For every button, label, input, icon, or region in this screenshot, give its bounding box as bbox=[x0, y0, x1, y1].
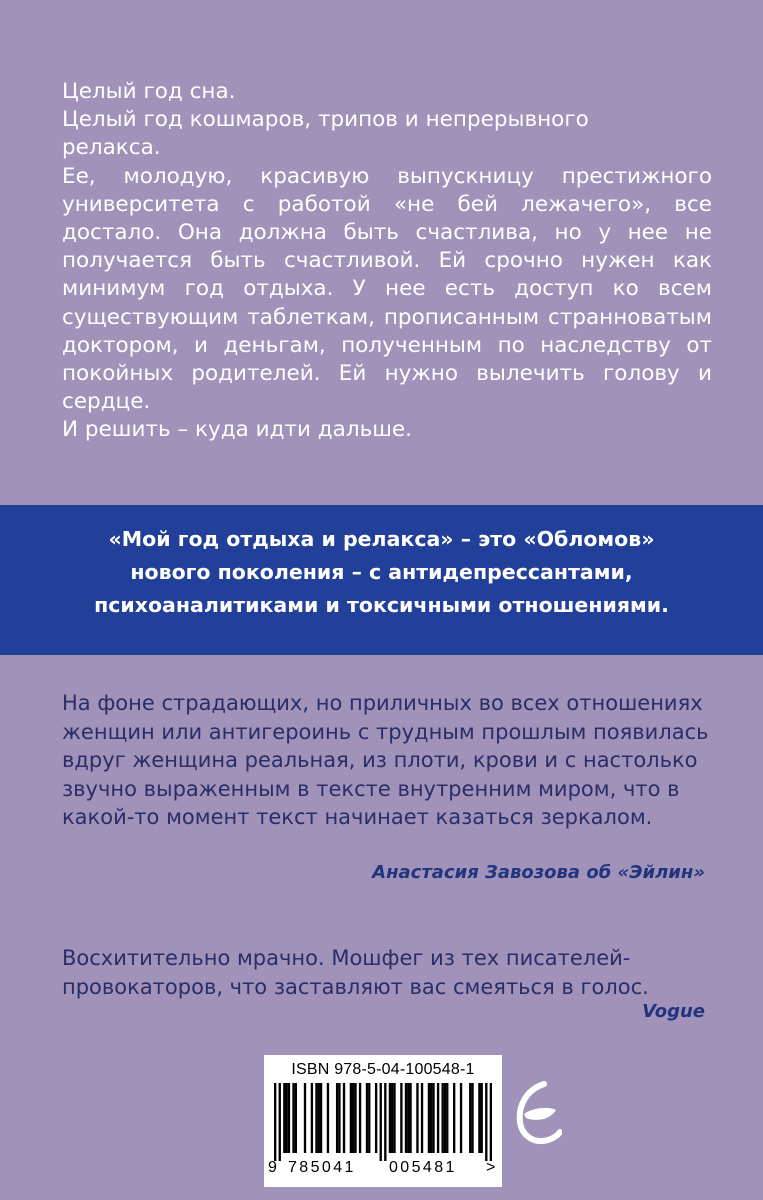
barcode-bar bbox=[478, 1083, 480, 1153]
barcode-bar bbox=[288, 1083, 290, 1153]
review-2-credit: Vogue bbox=[642, 1001, 705, 1022]
barcode-digit-first: 9 bbox=[268, 1159, 277, 1176]
barcode-bar bbox=[320, 1083, 322, 1153]
barcode-bar bbox=[389, 1083, 391, 1153]
barcode-bar bbox=[285, 1083, 287, 1153]
barcode-bar bbox=[350, 1083, 352, 1153]
barcode-bar bbox=[311, 1083, 313, 1153]
barcode-bar bbox=[274, 1083, 276, 1161]
blurb-line-1: Целый год сна. bbox=[62, 79, 236, 104]
review-quote-1 bbox=[62, 689, 712, 832]
barcode-bar bbox=[366, 1083, 368, 1153]
barcode-bar bbox=[354, 1083, 356, 1153]
tagline-line-3: психоаналитиками и токсичными отношениями. bbox=[94, 593, 669, 617]
barcode-bar bbox=[405, 1083, 407, 1153]
barcode-bar bbox=[375, 1083, 377, 1153]
barcode-bar bbox=[343, 1083, 345, 1153]
barcode-bar bbox=[442, 1083, 444, 1153]
blurb-text bbox=[62, 78, 712, 445]
barcode-bar bbox=[428, 1083, 430, 1153]
barcode-bar bbox=[318, 1083, 320, 1153]
barcode-bar bbox=[421, 1083, 423, 1153]
isbn-barcode bbox=[264, 1055, 502, 1187]
barcode-bar bbox=[481, 1083, 483, 1153]
blurb-paragraph: Ее, молодую, красивую выпускницу престижного университета с работой «не бей лежачего», все достало. Она должна быть счастлива, но у нее не получается быть счастливой. Ей срочно нужен как минимум год отдыха. У нее есть доступ ко всем существующим таблеткам, прописанным странноватым доктором, и деньгам, полученным по наследству от покойных родителей. Ей нужно вылечить голову и сердце. bbox=[62, 163, 712, 415]
barcode-bar bbox=[384, 1083, 386, 1161]
barcode-bar bbox=[460, 1083, 462, 1153]
barcode-bar bbox=[430, 1083, 432, 1153]
barcode-bar bbox=[391, 1083, 393, 1153]
tagline-line-2: нового поколения – с антидепрессантами, bbox=[130, 560, 633, 584]
eksmo-logo-icon bbox=[514, 1080, 562, 1146]
barcode-bar bbox=[490, 1083, 492, 1161]
barcode-bar bbox=[338, 1083, 340, 1153]
barcode-bar bbox=[336, 1083, 338, 1153]
barcode-bar bbox=[469, 1083, 471, 1153]
blurb-closing-line: И решить – куда идти дальше. bbox=[62, 417, 412, 443]
barcode-bar bbox=[393, 1083, 395, 1153]
barcode-bar bbox=[416, 1083, 418, 1153]
barcode-bar bbox=[453, 1083, 455, 1153]
barcode-bar bbox=[295, 1083, 297, 1153]
barcode-bar bbox=[380, 1083, 382, 1161]
barcode-bar bbox=[304, 1083, 306, 1153]
barcode-bar bbox=[409, 1083, 411, 1153]
barcode-bar bbox=[471, 1083, 473, 1153]
review-1-credit: Анастасия Завозова об «Эйлин» bbox=[372, 862, 705, 883]
review-1-text: На фоне страдающих, но приличных во всех отношениях женщин или антигероинь с трудным прошлым появилась вдруг женщина реальная, из плоти, крови и с настолько звучно выраженным в тексте внутренним миром, что в какой-то момент текст начинает казаться зеркалом. bbox=[62, 691, 709, 830]
barcode-bar bbox=[279, 1083, 281, 1161]
barcode-bar bbox=[444, 1083, 446, 1153]
barcode-bar bbox=[292, 1083, 294, 1153]
review-quote-2 bbox=[62, 944, 712, 1001]
barcode-bar bbox=[327, 1083, 329, 1153]
barcode-digits-right: 005481 bbox=[389, 1159, 457, 1176]
barcode-bar bbox=[400, 1083, 402, 1153]
isbn-label: ISBN 978-5-04-100548-1 bbox=[291, 1061, 475, 1078]
barcode-bar bbox=[352, 1083, 354, 1153]
barcode-bar bbox=[283, 1083, 285, 1153]
barcode-bar bbox=[315, 1083, 317, 1153]
barcode-bar bbox=[437, 1083, 439, 1153]
barcode-arrow: > bbox=[486, 1159, 496, 1176]
barcode-bar bbox=[359, 1083, 361, 1153]
barcode-bar bbox=[485, 1083, 487, 1161]
barcode-digits-left: 785041 bbox=[288, 1159, 356, 1176]
barcode-bar bbox=[407, 1083, 409, 1153]
barcode-bar bbox=[446, 1083, 448, 1153]
tagline-line-1: «Мой год отдыха и релакса» – это «Обломов» bbox=[108, 527, 655, 551]
barcode-bar bbox=[368, 1083, 370, 1153]
barcode-bars bbox=[274, 1083, 492, 1161]
tagline-text bbox=[0, 523, 763, 622]
barcode-bar bbox=[432, 1083, 434, 1153]
review-2-text: Восхитительно мрачно. Мошфег из тех писателей- провокаторов, что заставляют вас смеяться в голос. bbox=[62, 946, 649, 999]
blurb-line-2: Целый год кошмаров, трипов и непрерывного релакса. bbox=[62, 107, 589, 161]
